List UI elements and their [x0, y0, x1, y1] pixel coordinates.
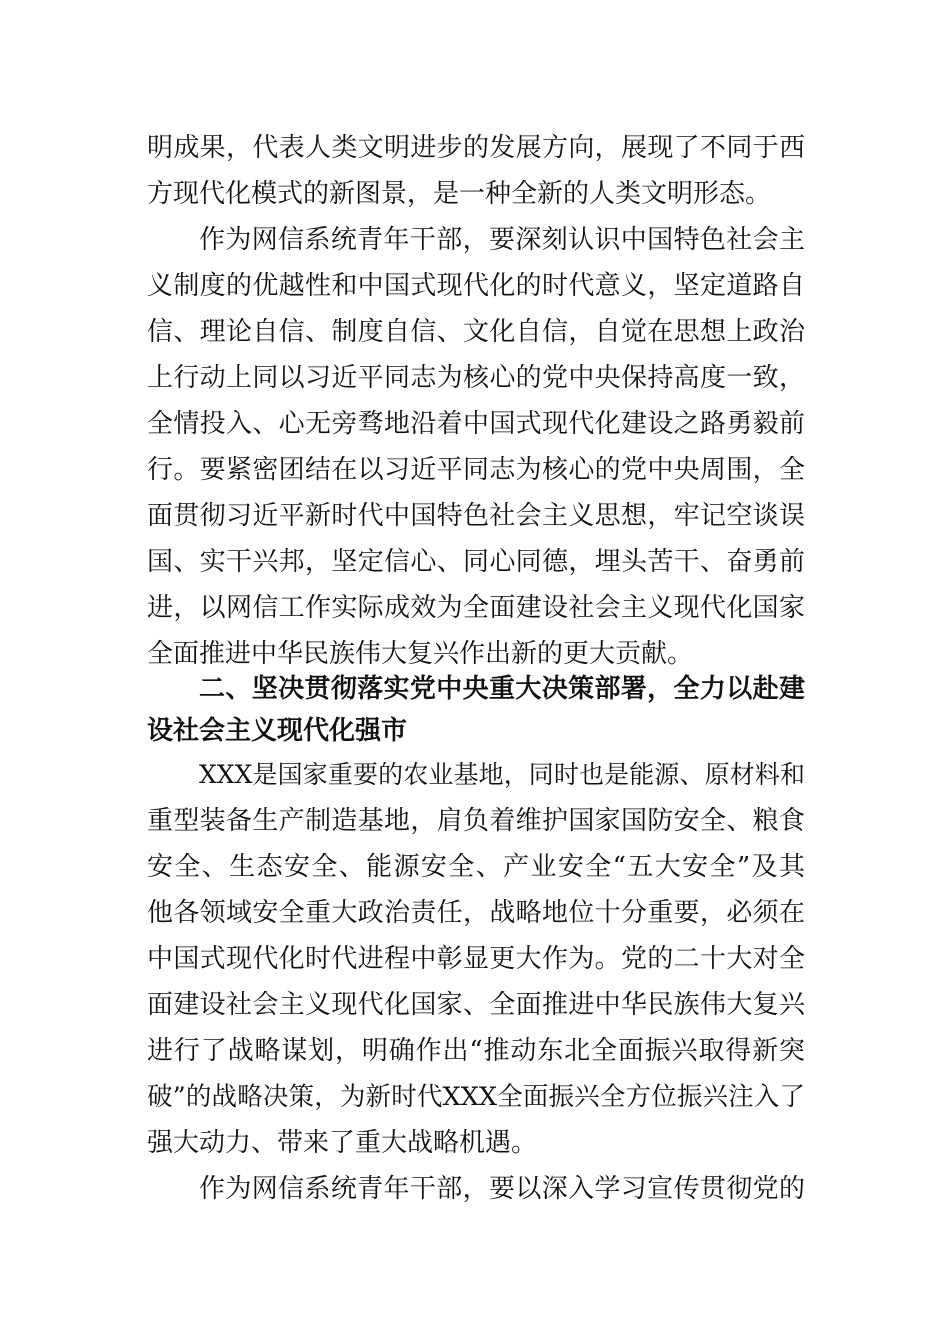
- body-text-line: 进行了战略谋划，明确作出“推动东北全面振兴取得新突: [147, 1036, 805, 1066]
- body-text-line: 强大动力、带来了重大战略机遇。: [147, 1128, 538, 1158]
- body-text-line: 全情投入、心无旁骛地沿着中国式现代化建设之路勇毅前: [147, 409, 805, 439]
- body-text-line: 义制度的优越性和中国式现代化的时代意义，坚定道路自: [147, 271, 805, 301]
- body-text-line: 进，以网信工作实际成效为全面建设社会主义现代化国家: [147, 593, 805, 623]
- body-text-line: 国、实干兴邦，坚定信心、同心同德，埋头苦干、奋勇前: [147, 547, 805, 577]
- body-text-line: 作为网信系统青年干部，要以深入学习宣传贯彻党的: [199, 1174, 805, 1204]
- body-text-line: 他各领域安全重大政治责任，战略地位十分重要，必须在: [147, 898, 805, 928]
- body-text-line: 重型装备生产制造基地，肩负着维护国家国防安全、粮食: [147, 806, 805, 836]
- section-heading: 二、坚决贯彻落实党中央重大决策部署，全力以赴建: [199, 674, 805, 704]
- body-text-line: 安全、生态安全、能源安全、产业安全“五大安全”及其: [147, 852, 805, 882]
- body-text-line: 破”的战略决策，为新时代XXX全面振兴全方位振兴注入了: [147, 1082, 805, 1112]
- body-text-line: XXX是国家重要的农业基地，同时也是能源、原材料和: [199, 760, 805, 789]
- body-text-line: 行。要紧密团结在以习近平同志为核心的党中央周围，全: [147, 455, 805, 485]
- body-text-line: 方现代化模式的新图景，是一种全新的人类文明形态。: [147, 179, 772, 209]
- body-text-line: 面贯彻习近平新时代中国特色社会主义思想，牢记空谈误: [147, 501, 805, 531]
- body-text-line: 明成果，代表人类文明进步的发展方向，展现了不同于西: [147, 133, 805, 163]
- body-text-line: 面建设社会主义现代化国家、全面推进中华民族伟大复兴: [147, 990, 805, 1020]
- body-text-line: 信、理论自信、制度自信、文化自信，自觉在思想上政治: [147, 317, 805, 347]
- section-heading: 设社会主义现代化强市: [147, 716, 408, 746]
- body-text-line: 上行动上同以习近平同志为核心的党中央保持高度一致，: [147, 363, 805, 393]
- body-text-line: 全面推进中华民族伟大复兴作出新的更大贡献。: [147, 639, 694, 669]
- body-text-line: 中国式现代化时代进程中彰显更大作为。党的二十大对全: [147, 944, 805, 974]
- body-text-line: 作为网信系统青年干部，要深刻认识中国特色社会主: [199, 225, 805, 255]
